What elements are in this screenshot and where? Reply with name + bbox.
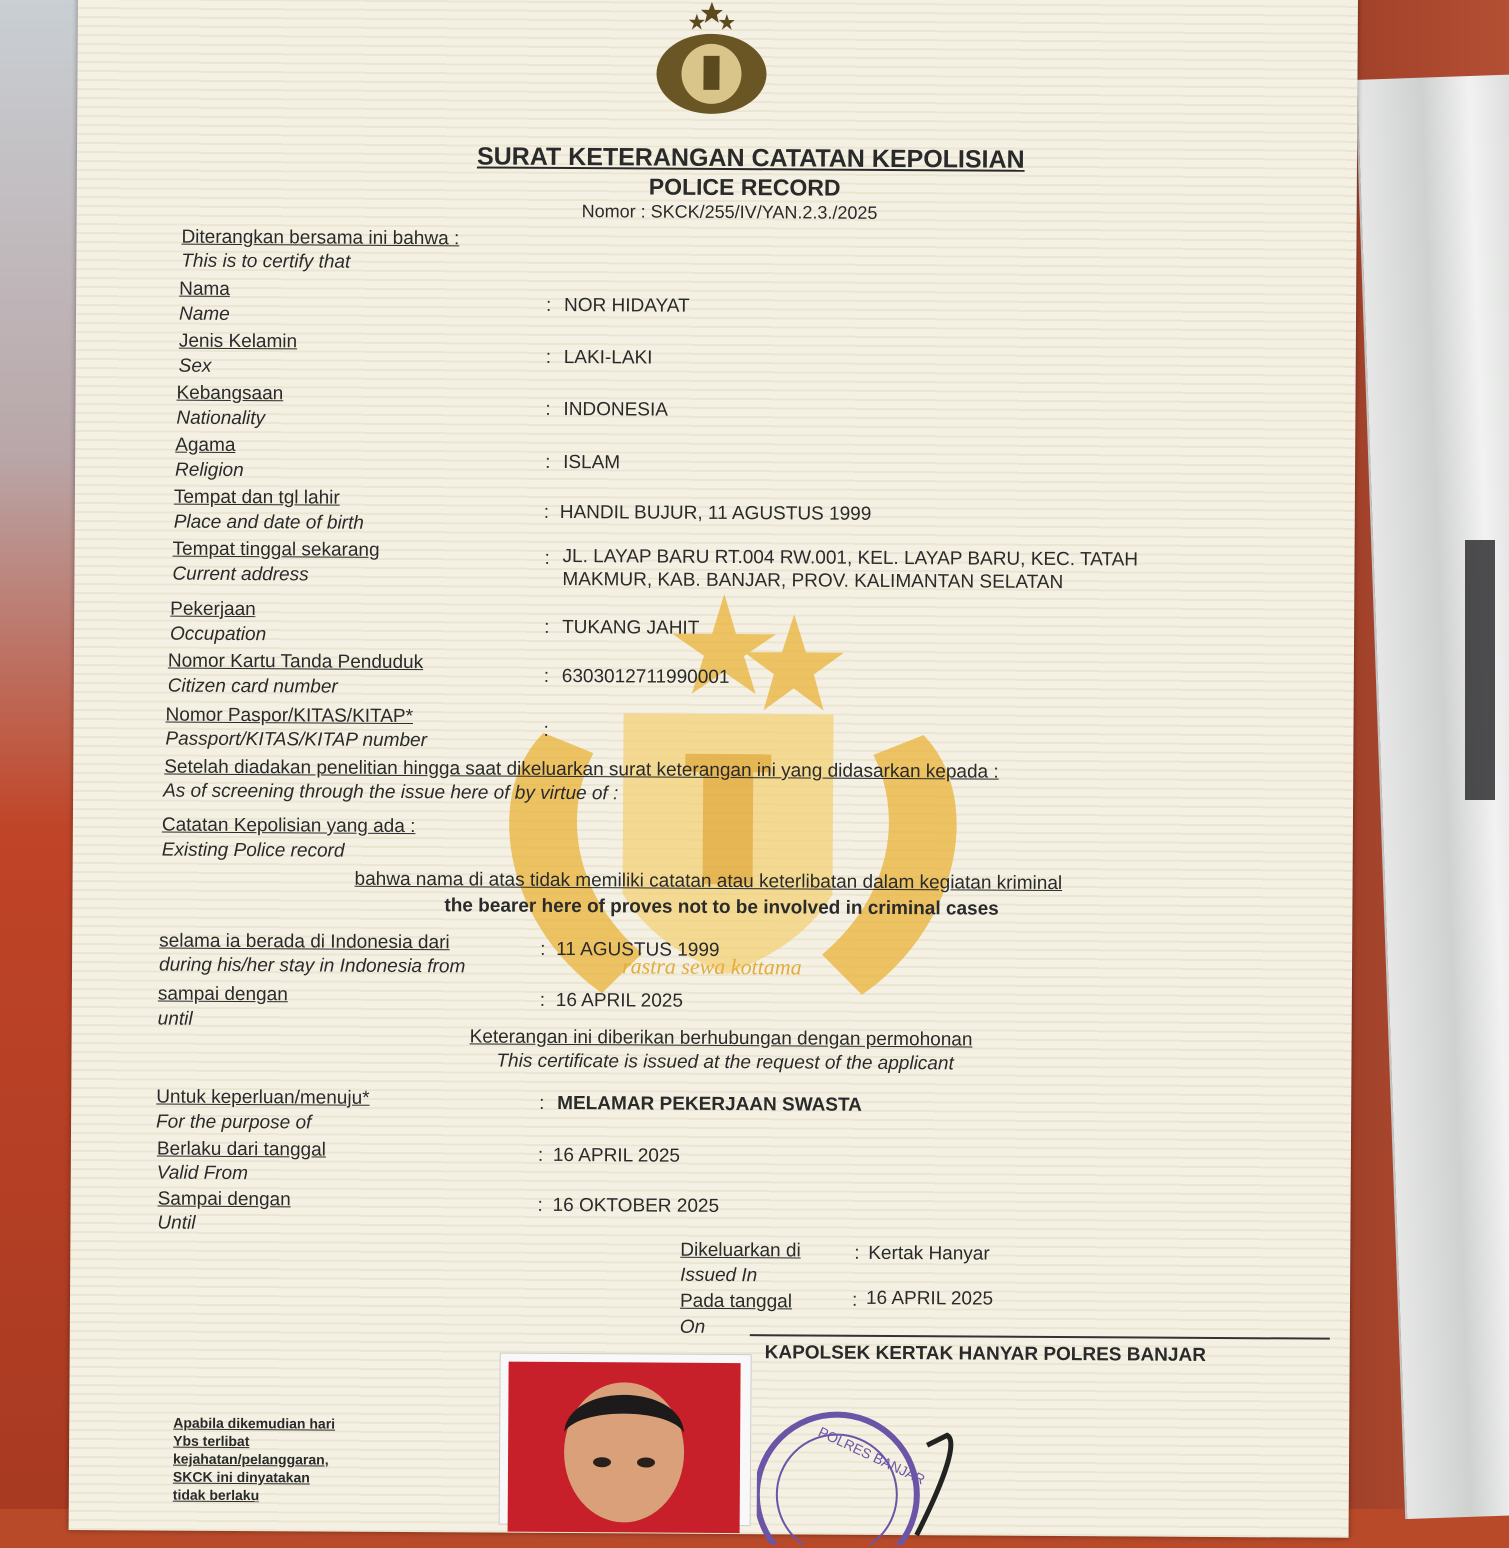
signatory-title: KAPOLSEK KERTAK HANYAR POLRES BANJAR	[764, 1342, 1207, 1366]
footnote-line-4: SKCK ini dinyatakan	[172, 1468, 310, 1486]
person-portrait-icon	[508, 1362, 741, 1533]
field-label-name: Nama	[179, 278, 230, 300]
footnote-line-1: Apabila dikemudian hari	[173, 1414, 336, 1432]
record-label-en: Existing Police record	[161, 839, 345, 862]
stay-from-label-en: during his/her stay in Indonesia from	[158, 954, 466, 978]
field-label-citizen-card: Nomor Kartu Tanda Penduduk	[167, 650, 424, 674]
field-value-nationality: INDONESIA	[563, 398, 669, 421]
colon: :	[544, 547, 550, 569]
colon: :	[537, 1194, 543, 1216]
field-label-religion: Agama	[175, 434, 236, 456]
footnote-line-2: Ybs terlibat	[173, 1432, 250, 1450]
issued-on-value: 16 APRIL 2025	[865, 1287, 994, 1310]
valid-until-value: 16 OKTOBER 2025	[552, 1194, 720, 1217]
field-label-en-sex: Sex	[178, 355, 212, 377]
footnote-line-5: tidak berlaku	[172, 1486, 260, 1504]
issued-in-label: Dikeluarkan di	[680, 1239, 801, 1262]
field-label-en-address: Current address	[172, 563, 309, 586]
colon: :	[544, 616, 550, 638]
field-value-sex: LAKI-LAKI	[563, 346, 653, 369]
record-statement: bahwa nama di atas tidak memiliki catatan atau keterlibatan dalam kegiatan kriminal	[354, 868, 1063, 895]
field-value-birth: HANDIL BUJUR, 11 AGUSTUS 1999	[559, 501, 872, 525]
field-label-birth: Tempat dan tgl lahir	[173, 486, 340, 509]
colon: :	[854, 1242, 860, 1264]
colon: :	[543, 501, 550, 523]
field-label-passport: Nomor Paspor/KITAS/KITAP*	[165, 704, 414, 728]
field-value-religion: ISLAM	[563, 451, 621, 474]
applicant-photo	[499, 1353, 752, 1527]
colon: :	[539, 1092, 545, 1114]
police-record-document	[69, 0, 1358, 1538]
colon: :	[543, 719, 549, 741]
colon: :	[546, 294, 552, 316]
colon: :	[543, 665, 550, 687]
purpose-label-en: For the purpose of	[156, 1111, 312, 1134]
stay-until-label: sampai dengan	[157, 983, 288, 1006]
field-label-en-religion: Religion	[175, 459, 244, 482]
field-value-address: JL. LAYAP BARU RT.004 RW.001, KEL. LAYAP BARU, KEC. TATAH	[562, 545, 1139, 571]
issued-in-value: Kertak Hanyar	[868, 1242, 990, 1265]
purpose-value: MELAMAR PEKERJAAN SWASTA	[557, 1092, 862, 1116]
photo-background	[508, 1362, 741, 1533]
colon: :	[545, 451, 551, 473]
footnote-line-3: kejahatan/pelanggaran,	[172, 1450, 329, 1468]
signature-rule	[750, 1334, 1330, 1340]
issued-in-label-en: Issued In	[680, 1264, 758, 1287]
watermark-emblem-icon	[422, 592, 1035, 1036]
watermark-motto: rastra sewa kottama	[621, 953, 802, 980]
field-value-address-line2: MAKMUR, KAB. BANJAR, PROV. KALIMANTAN SELATAN	[562, 568, 1064, 594]
colon: :	[540, 938, 546, 960]
purpose-label: Untuk keperluan/menuju*	[156, 1086, 370, 1109]
document-subtitle: POLICE RECORD	[648, 173, 841, 201]
field-value-name: NOR HIDAYAT	[564, 294, 690, 317]
record-statement-en: the bearer here of proves not to be involved in criminal cases	[444, 895, 999, 920]
screening-label-en: As of screening through the issue here of by virtue of :	[163, 780, 619, 805]
field-label-address: Tempat tinggal sekarang	[172, 538, 380, 561]
stay-from-value: 11 AGUSTUS 1999	[556, 938, 720, 961]
field-label-en-citizen-card: Citizen card number	[167, 675, 338, 698]
stay-from-label: selama ia berada di Indonesia dari	[159, 930, 450, 954]
sleeve-shadow	[1465, 540, 1495, 800]
field-label-nationality: Kebangsaan	[176, 382, 284, 405]
field-label-sex: Jenis Kelamin	[178, 330, 298, 353]
intro-label: Diterangkan bersama ini bahwa :	[181, 226, 460, 250]
valid-from-label: Berlaku dari tanggal	[156, 1138, 326, 1161]
valid-from-value: 16 APRIL 2025	[552, 1144, 681, 1167]
police-emblem-icon	[641, 0, 782, 124]
valid-from-label-en: Valid From	[156, 1162, 248, 1185]
colon: :	[851, 1289, 858, 1311]
colon: :	[539, 989, 546, 1011]
official-stamp-icon	[757, 1384, 958, 1545]
colon: :	[545, 346, 552, 368]
field-label-occupation: Pekerjaan	[170, 598, 256, 621]
intro-label-en: This is to certify that	[181, 250, 351, 273]
colon: :	[537, 1144, 544, 1166]
stay-until-value: 16 APRIL 2025	[555, 989, 684, 1012]
issued-on-label-en: On	[679, 1316, 706, 1338]
field-value-citizen-card: 6303012711990001	[561, 665, 730, 688]
record-label: Catatan Kepolisian yang ada :	[161, 814, 416, 838]
document-number: Nomor : SKCK/255/IV/YAN.2.3./2025	[581, 201, 878, 223]
field-label-en-birth: Place and date of birth	[173, 511, 364, 534]
valid-until-label: Sampai dengan	[157, 1188, 291, 1211]
document-title: SURAT KETERANGAN CATATAN KEPOLISIAN	[476, 142, 1025, 174]
valid-until-label-en: Until	[157, 1212, 196, 1234]
certificate-line: Keterangan ini diberikan berhubungan dengan permohonan	[469, 1026, 973, 1051]
stamp-text: POLRES BANJAR	[815, 1423, 928, 1488]
field-label-en-name: Name	[178, 303, 230, 325]
certificate-line-en: This certificate is issued at the request of the applicant	[496, 1050, 954, 1075]
field-label-en-nationality: Nationality	[176, 407, 266, 430]
issued-on-label: Pada tanggal	[679, 1290, 793, 1313]
colon: :	[545, 398, 551, 420]
field-label-en-passport: Passport/KITAS/KITAP number	[165, 728, 428, 752]
screening-label: Setelah diadakan penelitian hingga saat dikeluarkan surat keterangan ini yang didasarkan kepada :	[164, 756, 999, 783]
field-value-occupation: TUKANG JAHIT	[562, 616, 700, 639]
field-label-en-occupation: Occupation	[170, 623, 267, 646]
stay-until-label-en: until	[157, 1008, 193, 1030]
